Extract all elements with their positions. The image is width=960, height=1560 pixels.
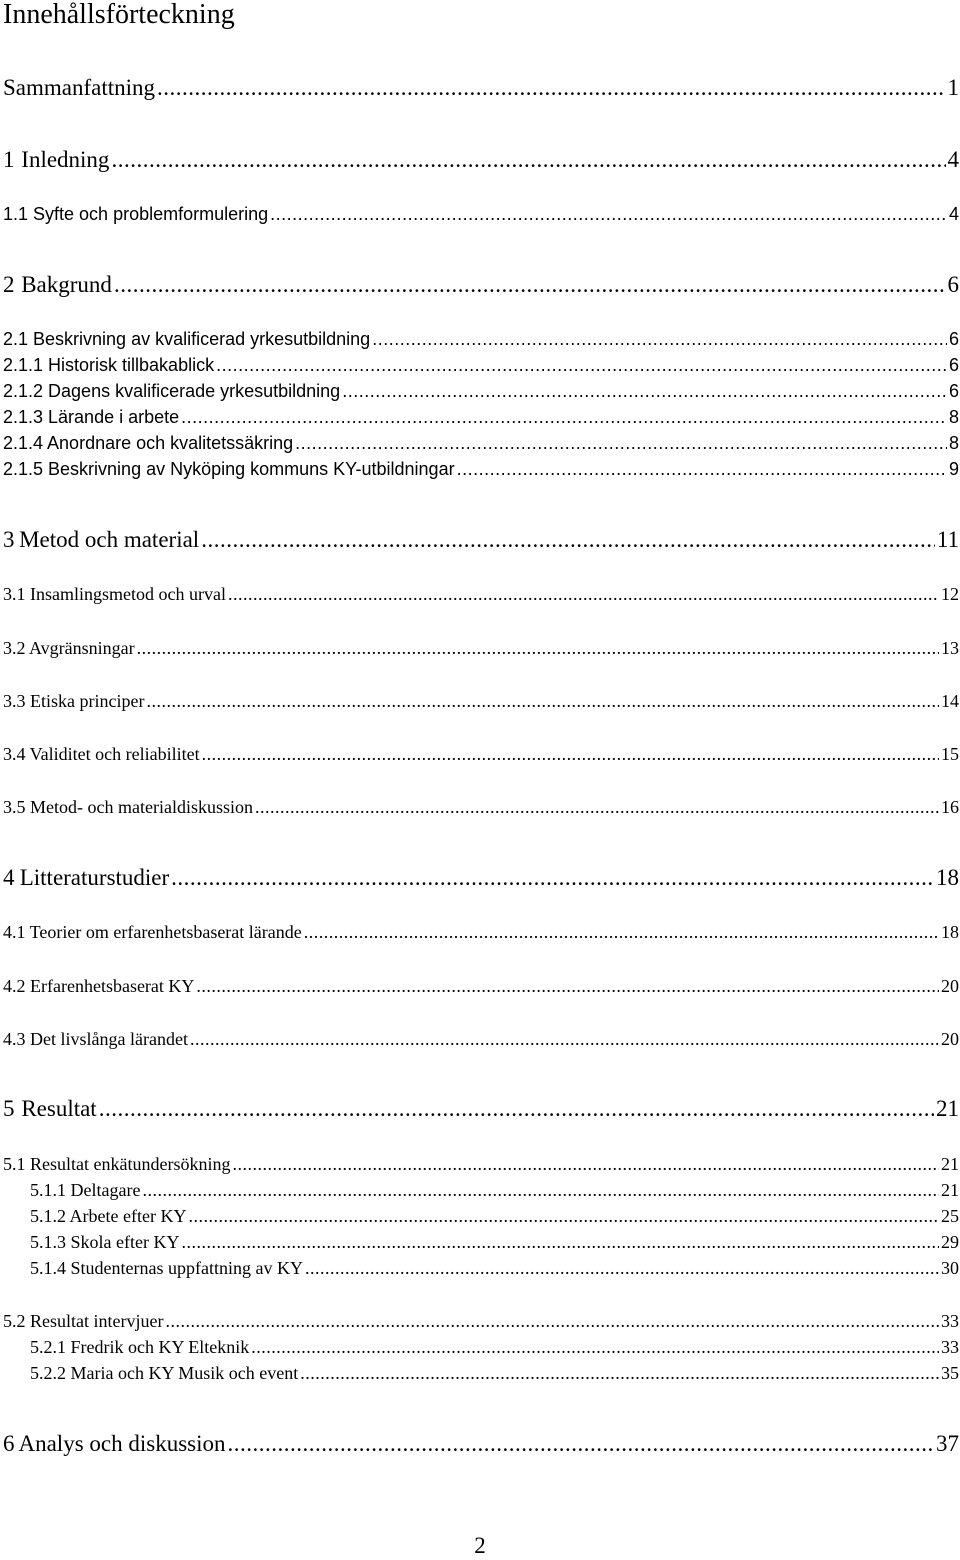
toc-entry-page: 6 <box>948 329 959 349</box>
toc-leader <box>300 1362 939 1384</box>
toc-leader <box>270 203 947 225</box>
toc-entry-2-1-1[interactable] <box>3 354 959 376</box>
toc-entry-page: 20 <box>941 1029 959 1049</box>
toc-entry-page: 21 <box>936 1096 959 1121</box>
toc-entry-page: 29 <box>941 1232 959 1252</box>
toc-entry-page: 13 <box>941 638 959 658</box>
toc-entry-3-3[interactable] <box>3 690 959 712</box>
toc-entry-label: 3.2 Avgränsningar <box>3 638 135 658</box>
toc-leader <box>196 975 939 997</box>
toc-leader <box>305 1257 939 1279</box>
toc-entry-page: 25 <box>941 1206 959 1226</box>
toc-entry-2-1-5[interactable] <box>3 458 959 480</box>
toc-entry-chapter-6[interactable] <box>3 1429 959 1459</box>
toc-entry-2-1[interactable] <box>3 328 959 350</box>
toc-chapter-number: 2 <box>3 272 15 297</box>
toc-entry-2-1-2[interactable] <box>3 380 959 402</box>
toc-entry-5-1-2[interactable] <box>30 1205 959 1227</box>
toc-entry-5-2[interactable] <box>3 1310 959 1332</box>
toc-entry-label: 5.1.4 Studenternas uppfattning av KY <box>30 1258 303 1278</box>
toc-chapter-number: 6 <box>3 1431 15 1456</box>
toc-entry-label: 1.1 Syfte och problemformulering <box>3 204 269 224</box>
toc-entry-chapter-2[interactable] <box>3 270 959 300</box>
toc-entry-chapter-4[interactable] <box>3 863 959 893</box>
toc-entry-page: 33 <box>941 1311 959 1331</box>
toc-leader <box>188 1205 939 1227</box>
toc-leader <box>304 921 939 943</box>
toc-entry-5-2-2[interactable] <box>30 1362 959 1384</box>
toc-entry-3-1[interactable] <box>3 583 959 605</box>
toc-entry-3-2[interactable] <box>3 637 959 659</box>
toc-entry-label: Resultat <box>21 1096 97 1121</box>
toc-leader <box>190 1028 939 1050</box>
toc-entry-sammanfattning[interactable] <box>3 73 959 103</box>
toc-entry-label: 4.3 Det livslånga lärandet <box>3 1029 188 1049</box>
toc-leader <box>255 796 939 818</box>
toc-leader <box>202 743 939 765</box>
toc-entry-label: Inledning <box>21 147 110 172</box>
toc-entry-label: 5.2.1 Fredrik och KY Elteknik <box>30 1337 250 1357</box>
toc-entry-label: 5.1 Resultat enkätundersökning <box>3 1154 231 1174</box>
toc-entry-page: 33 <box>941 1337 959 1357</box>
toc-leader <box>165 1310 939 1332</box>
toc-entry-5-1-1[interactable] <box>30 1179 959 1201</box>
toc-entry-label: 4.1 Teorier om erfarenhetsbaserat lärande <box>3 922 302 942</box>
toc-entry-page: 15 <box>941 744 959 764</box>
toc-chapter-number: 1 <box>3 147 15 172</box>
toc-entry-label: 2.1.1 Historisk tillbakablick <box>3 355 215 375</box>
toc-entry-page: 8 <box>948 407 959 427</box>
toc-leader <box>142 1179 939 1201</box>
toc-entry-5-1-4[interactable] <box>30 1257 959 1279</box>
toc-leader <box>342 380 947 402</box>
toc-entry-page: 6 <box>948 355 959 375</box>
toc-leader <box>216 354 947 376</box>
toc-entry-chapter-3[interactable] <box>3 525 959 555</box>
toc-entry-5-2-1[interactable] <box>30 1336 959 1358</box>
toc-entry-page: 6 <box>948 381 959 401</box>
toc-entry-page: 16 <box>941 797 959 817</box>
toc-entry-5-1[interactable] <box>3 1153 959 1175</box>
toc-entry-label: Metod och material <box>19 527 200 552</box>
toc-entry-page: 8 <box>948 433 959 453</box>
toc-entry-page: 4 <box>948 204 959 224</box>
toc-entry-2-1-3[interactable] <box>3 406 959 428</box>
toc-entry-label: 2.1.3 Lärande i arbete <box>3 407 180 427</box>
toc-leader <box>181 406 947 428</box>
toc-entry-4-1[interactable] <box>3 921 959 943</box>
toc-leader <box>157 73 945 103</box>
toc-entry-label: 4.2 Erfarenhetsbaserat KY <box>3 976 195 996</box>
toc-entry-label: 3.1 Insamlingsmetod och urval <box>3 584 226 604</box>
toc-entry-label: Litteraturstudier <box>19 865 170 890</box>
toc-entry-page: 6 <box>947 272 959 297</box>
toc-entry-page: 35 <box>941 1363 959 1383</box>
toc-leader <box>201 525 935 555</box>
toc-entry-page: 30 <box>941 1258 959 1278</box>
toc-leader <box>114 270 946 300</box>
toc-entry-label: 2.1.2 Dagens kvalificerade yrkesutbildning <box>3 381 341 401</box>
toc-chapter-number: 3 <box>3 527 15 552</box>
toc-leader <box>295 432 947 454</box>
toc-leader <box>228 583 939 605</box>
toc-entry-label: 5.1.3 Skola efter KY <box>30 1232 180 1252</box>
toc-entry-4-2[interactable] <box>3 975 959 997</box>
toc-entry-label: Sammanfattning <box>3 75 156 100</box>
toc-leader <box>137 637 939 659</box>
toc-entry-3-5[interactable] <box>3 796 959 818</box>
toc-entry-1-1[interactable] <box>3 203 959 225</box>
toc-entry-chapter-5[interactable] <box>3 1094 959 1124</box>
toc-leader <box>99 1094 934 1124</box>
toc-leader <box>146 690 939 712</box>
toc-entry-3-4[interactable] <box>3 743 959 765</box>
toc-title: Innehållsförteckning <box>3 0 235 30</box>
toc-chapter-number: 5 <box>3 1096 15 1121</box>
toc-entry-label: 2.1.5 Beskrivning av Nyköping kommuns KY-utbildningar <box>3 459 455 479</box>
toc-entry-label: 5.1.2 Arbete efter KY <box>30 1206 187 1226</box>
toc-entry-page: 20 <box>941 976 959 996</box>
toc-entry-page: 21 <box>941 1154 959 1174</box>
toc-entry-page: 12 <box>941 584 959 604</box>
toc-leader <box>372 328 947 350</box>
toc-chapter-number: 4 <box>3 865 15 890</box>
toc-entry-label: 2.1.4 Anordnare och kvalitetssäkring <box>3 433 294 453</box>
toc-leader <box>457 458 947 480</box>
toc-leader <box>232 1153 939 1175</box>
toc-entry-label: 2.1 Beskrivning av kvalificerad yrkesutbildning <box>3 329 371 349</box>
toc-entry-label: 3.3 Etiska principer <box>3 691 145 711</box>
toc-entry-page: 9 <box>948 459 959 479</box>
toc-leader <box>181 1231 939 1253</box>
toc-entry-4-3[interactable] <box>3 1028 959 1050</box>
toc-entry-page: 37 <box>936 1431 959 1456</box>
toc-entry-label: Analys och diskussion <box>18 1431 226 1456</box>
toc-entry-chapter-1[interactable] <box>3 145 959 175</box>
toc-entry-page: 4 <box>947 147 959 172</box>
toc-entry-label: 5.2 Resultat intervjuer <box>3 1311 164 1331</box>
toc-entry-5-1-3[interactable] <box>30 1231 959 1253</box>
toc-entry-page: 18 <box>936 865 959 890</box>
toc-entry-2-1-4[interactable] <box>3 432 959 454</box>
toc-entry-page: 14 <box>941 691 959 711</box>
toc-leader <box>171 863 934 893</box>
toc-entry-page: 21 <box>941 1180 959 1200</box>
toc-leader <box>251 1336 939 1358</box>
page-number: 2 <box>474 1533 486 1558</box>
toc-entry-label: 3.5 Metod- och materialdiskussion <box>3 797 253 817</box>
toc-entry-label: Bakgrund <box>21 272 112 297</box>
toc-entry-label: 5.2.2 Maria och KY Musik och event <box>30 1363 299 1383</box>
toc-entry-page: 11 <box>936 527 959 552</box>
toc-entry-label: 3.4 Validitet och reliabilitet <box>3 744 200 764</box>
toc-entry-page: 18 <box>941 922 959 942</box>
toc-entry-page: 1 <box>947 75 959 100</box>
toc-leader <box>111 145 945 175</box>
toc-leader <box>227 1429 934 1459</box>
toc-entry-label: 5.1.1 Deltagare <box>30 1180 141 1200</box>
